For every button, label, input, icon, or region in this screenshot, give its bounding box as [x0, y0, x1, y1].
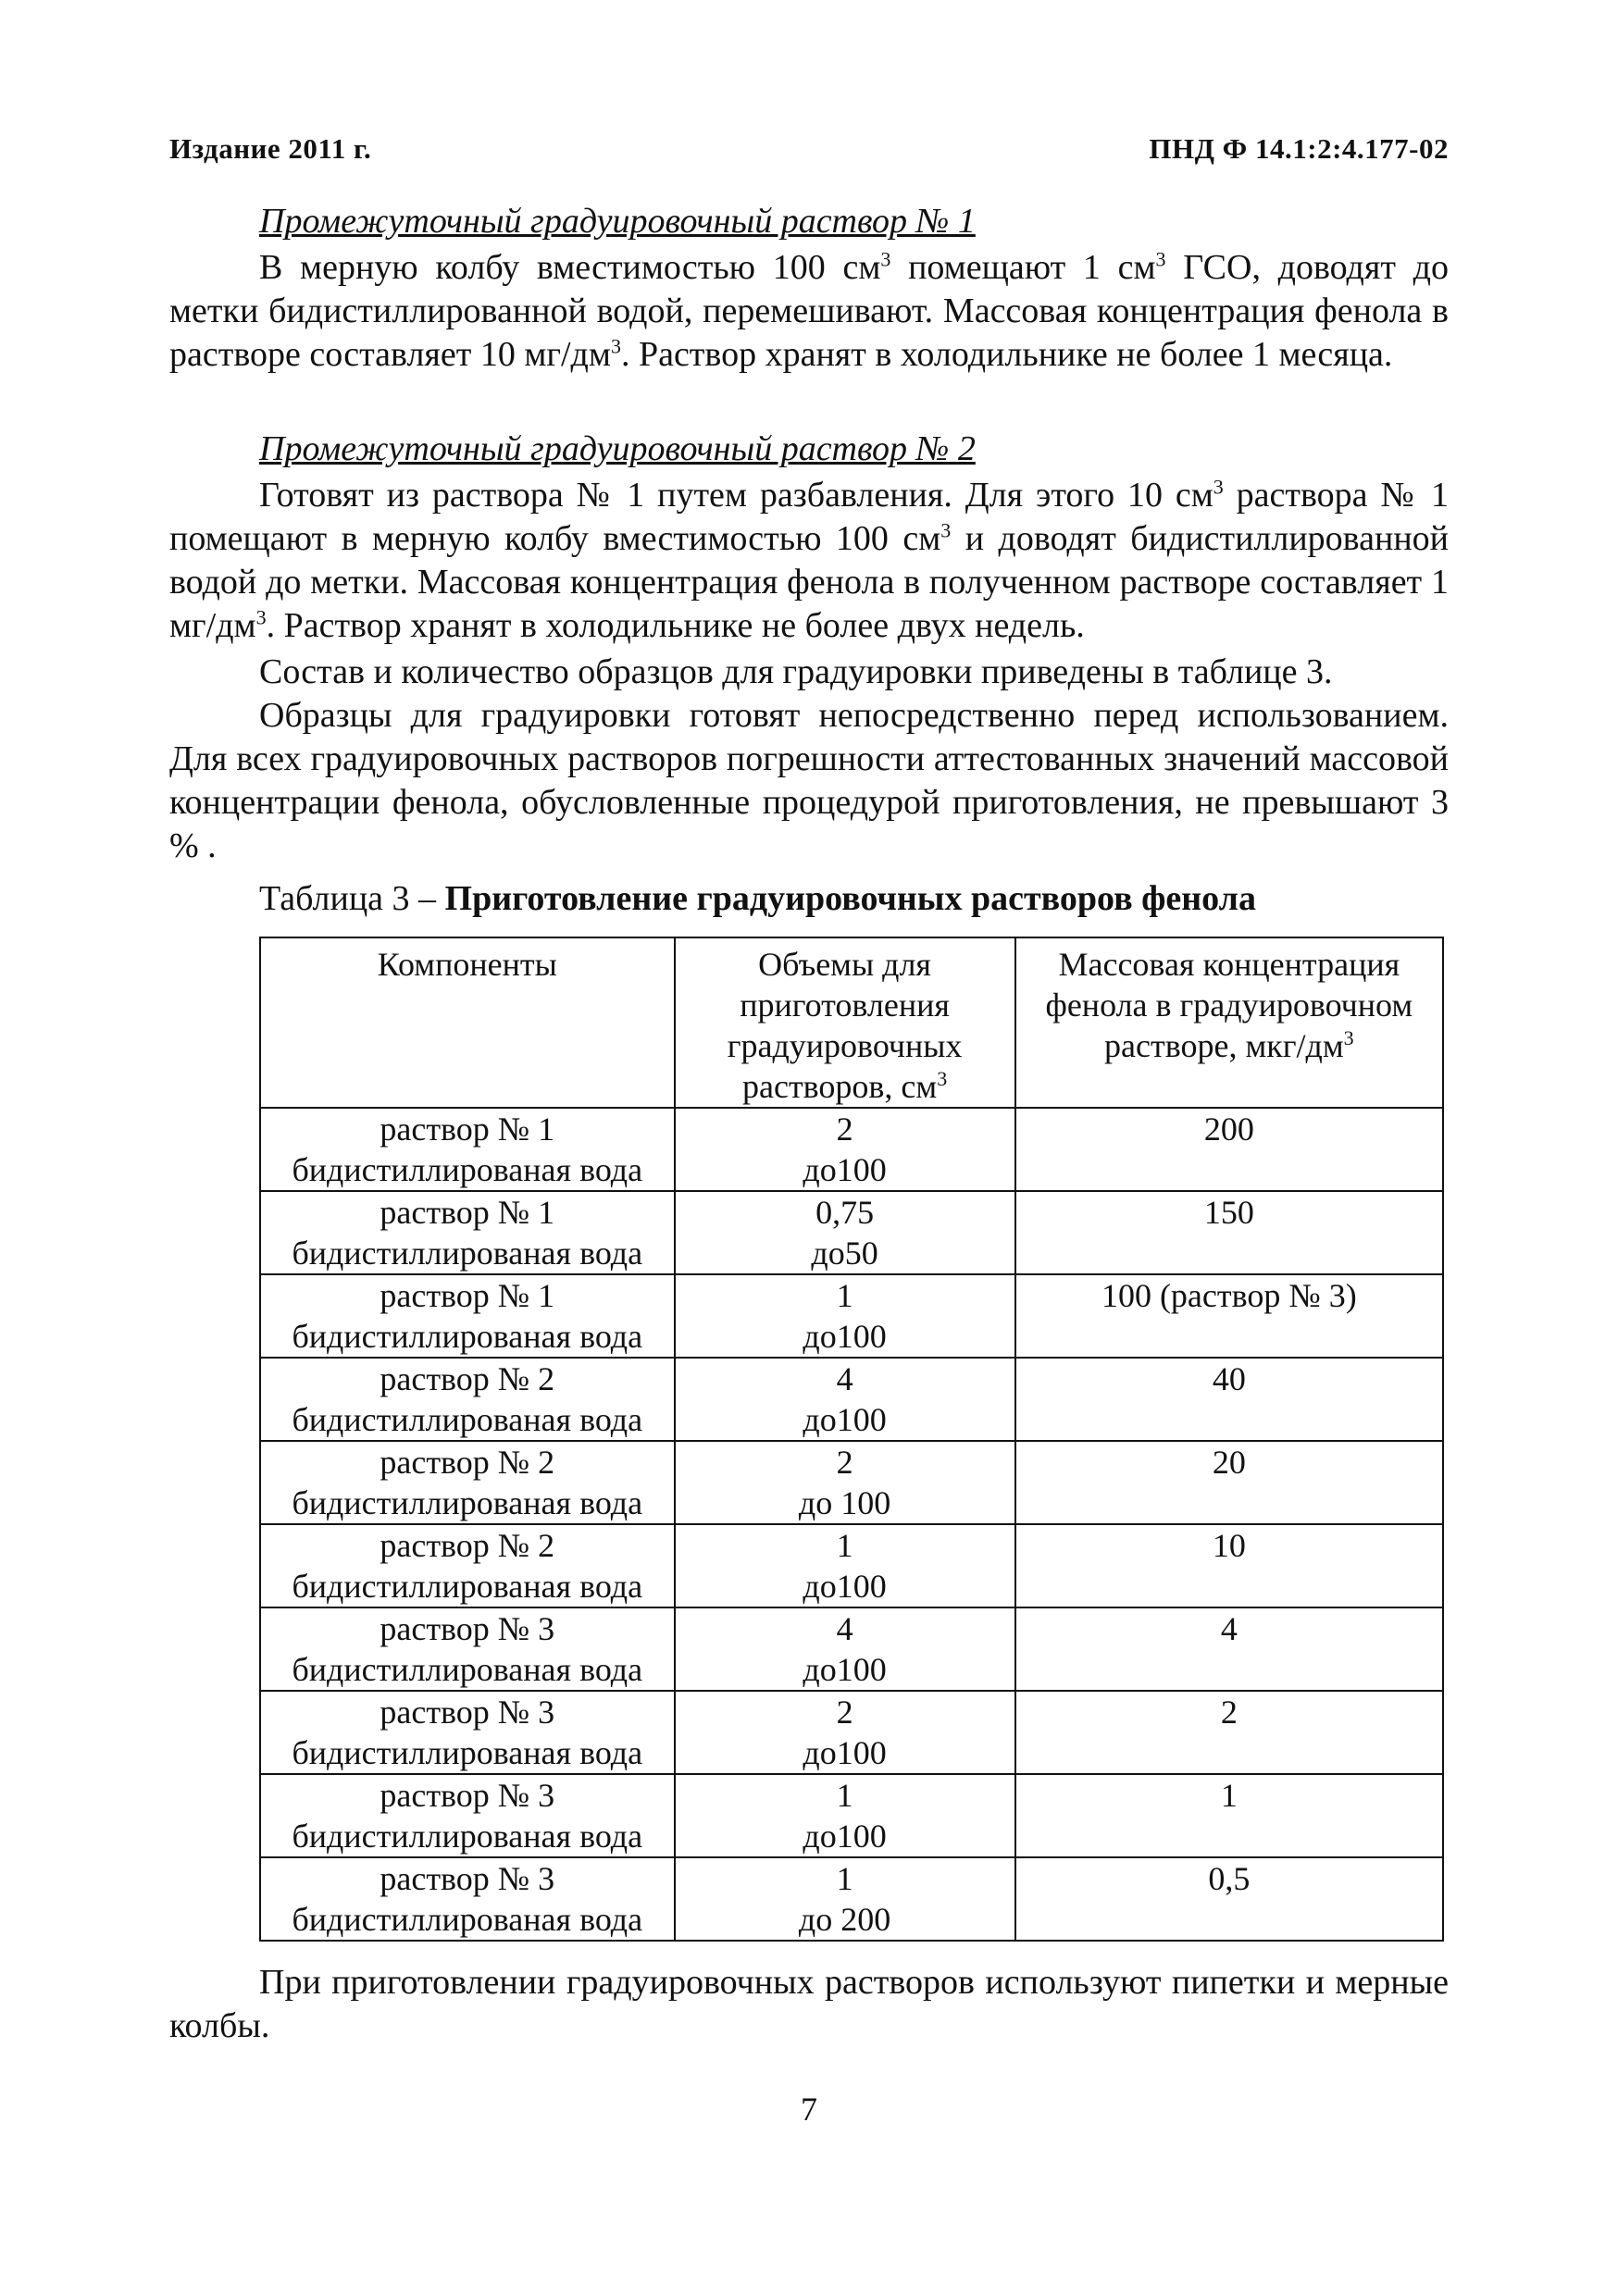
cell-volumes	[675, 1524, 1015, 1607]
section-title-solution-1: Промежуточный градуировочный раствор № 1	[259, 202, 976, 241]
table-row	[260, 1358, 1443, 1441]
volume-dilution: до 200	[798, 1901, 891, 1938]
cell-volumes	[675, 1274, 1015, 1358]
volume-aliquot: 1	[836, 1860, 853, 1897]
cell-volumes	[675, 1191, 1015, 1274]
concentration-value: 150	[1203, 1194, 1254, 1231]
concentration-value: 200	[1203, 1111, 1254, 1148]
concentration-value: 40	[1212, 1360, 1246, 1397]
component-water: бидистиллированая вода	[292, 1401, 643, 1438]
concentration-value: 20	[1212, 1444, 1246, 1481]
concentration-value: 100 (раствор № 3)	[1101, 1277, 1357, 1314]
section-title-solution-2: Промежуточный градуировочный раствор № 2	[259, 429, 976, 468]
table-row	[260, 1857, 1443, 1941]
volume-dilution: до100	[803, 1151, 887, 1188]
cell-concentration	[1015, 1524, 1443, 1607]
volume-aliquot: 4	[836, 1610, 853, 1647]
component-solution: раствор № 2	[380, 1527, 555, 1564]
header-components: Компоненты	[260, 937, 675, 1108]
component-water: бидистиллированая вода	[292, 1318, 643, 1355]
concentration-value: 10	[1212, 1527, 1246, 1564]
concentration-value: 4	[1220, 1610, 1238, 1647]
section-1-paragraph: В мерную колбу вместимостью 100 $см^3$ помещают 1 $см^3$ ГСО, доводят до метки бидистиллированной водой, перемешивают. Массовая концентрация фенола в растворе составляет 10 $мг/дм^3$. Раствор хранят в холодильнике не более 1 месяца.	[169, 247, 1449, 374]
component-solution: раствор № 2	[380, 1444, 555, 1481]
component-solution: раствор № 2	[380, 1360, 555, 1397]
table-row	[260, 1191, 1443, 1274]
samples-paragraph: Образцы для градуировки готовят непосредственно перед использованием. Для всех градуировочных растворов погрешности аттестованных значений массовой концентрации фенола, обусловленные процедурой приготовления, не превышают 3 % .	[169, 696, 1449, 865]
volume-aliquot: 1	[836, 1527, 853, 1564]
volume-dilution: до100	[803, 1401, 887, 1438]
cell-concentration	[1015, 1441, 1443, 1524]
cell-components	[260, 1607, 675, 1691]
cell-components	[260, 1191, 675, 1274]
cell-components	[260, 1857, 675, 1941]
component-water: бидистиллированая вода	[292, 1484, 643, 1521]
volume-dilution: до50	[811, 1235, 878, 1272]
cell-concentration	[1015, 1857, 1443, 1941]
volume-dilution: до100	[803, 1651, 887, 1688]
volume-dilution: до100	[803, 1318, 887, 1355]
volume-aliquot: 1	[836, 1277, 853, 1314]
volume-dilution: до100	[803, 1568, 887, 1605]
table-row	[260, 1274, 1443, 1358]
component-water: бидистиллированая вода	[292, 1818, 643, 1855]
cell-components	[260, 1108, 675, 1191]
cell-concentration	[1015, 1774, 1443, 1857]
volume-dilution: до100	[803, 1734, 887, 1771]
cell-volumes	[675, 1108, 1015, 1191]
table-caption-title: Приготовление градуировочных растворов фенола	[444, 879, 1256, 918]
table-row	[260, 1691, 1443, 1774]
cell-volumes	[675, 1441, 1015, 1524]
concentration-value: 0,5	[1208, 1860, 1251, 1897]
cell-volumes	[675, 1691, 1015, 1774]
footer-paragraph: При приготовлении градуировочных растворов используют пипетки и мерные колбы.	[169, 1963, 1449, 2045]
cell-concentration	[1015, 1691, 1443, 1774]
table-caption: Таблица 3 – Приготовление градуировочных растворов фенола	[259, 879, 1256, 918]
component-water: бидистиллированая вода	[292, 1235, 643, 1272]
table-row	[260, 1774, 1443, 1857]
cell-components	[260, 1524, 675, 1607]
cell-volumes	[675, 1607, 1015, 1691]
concentration-value: 2	[1220, 1694, 1238, 1731]
cell-volumes	[675, 1774, 1015, 1857]
volume-dilution: до100	[803, 1818, 887, 1855]
volume-aliquot: 1	[836, 1777, 853, 1814]
volume-aliquot: 2	[836, 1111, 853, 1148]
cell-components	[260, 1274, 675, 1358]
cell-concentration	[1015, 1274, 1443, 1358]
volume-aliquot: 2	[836, 1694, 853, 1731]
cell-components	[260, 1691, 675, 1774]
header-volumes: Объемы для приготовления градуировочных растворов, $см^3$	[675, 937, 1015, 1108]
table-row	[260, 1607, 1443, 1691]
component-water: бидистиллированая вода	[292, 1568, 643, 1605]
component-water: бидистиллированая вода	[292, 1901, 643, 1938]
component-solution: раствор № 1	[380, 1194, 555, 1231]
table-row	[260, 1441, 1443, 1524]
volume-aliquot: 4	[836, 1360, 853, 1397]
cell-components	[260, 1774, 675, 1857]
document-code: ПНД Ф 14.1:2:4.177-02	[1149, 132, 1449, 165]
page-number: 7	[801, 2091, 817, 2128]
section-2-paragraph: Готовят из раствора № 1 путем разбавления. Для этого 10 $см^3$ раствора № 1 помещают в мерную колбу вместимостью 100 $см^3$ и доводят бидистиллированной водой до метки. Массовая концентрация фенола в полученном растворе составляет 1 $мг/дм^3$. Раствор хранят в холодильнике не более двух недель.	[169, 475, 1449, 645]
cell-components	[260, 1358, 675, 1441]
component-solution: раствор № 1	[380, 1277, 555, 1314]
cell-volumes	[675, 1857, 1015, 1941]
component-water: бидистиллированая вода	[292, 1151, 643, 1188]
volume-dilution: до 100	[798, 1484, 891, 1521]
component-solution: раствор № 3	[380, 1777, 555, 1814]
component-water: бидистиллированая вода	[292, 1651, 643, 1688]
component-solution: раствор № 3	[380, 1610, 555, 1647]
calibration-table	[259, 937, 1444, 1942]
cell-concentration	[1015, 1191, 1443, 1274]
component-water: бидистиллированая вода	[292, 1734, 643, 1771]
table-reference-paragraph: Состав и количество образцов для градуировки приведены в таблице 3.	[259, 652, 1333, 691]
component-solution: раствор № 3	[380, 1860, 555, 1897]
table-row	[260, 1108, 1443, 1191]
volume-aliquot: 2	[836, 1444, 853, 1481]
component-solution: раствор № 1	[380, 1111, 555, 1148]
cell-volumes	[675, 1358, 1015, 1441]
cell-concentration	[1015, 1108, 1443, 1191]
cell-concentration	[1015, 1607, 1443, 1691]
table-row	[260, 1524, 1443, 1607]
cell-components	[260, 1441, 675, 1524]
volume-aliquot: 0,75	[815, 1194, 875, 1231]
header-concentration: Массовая концентрация фенола в градуировочном растворе, мкг/$дм^3$	[1015, 937, 1443, 1108]
table-header-row	[260, 937, 1443, 1108]
cell-concentration	[1015, 1358, 1443, 1441]
component-solution: раствор № 3	[380, 1694, 555, 1731]
edition-label: Издание 2011 г.	[169, 132, 372, 165]
concentration-value: 1	[1220, 1777, 1238, 1814]
